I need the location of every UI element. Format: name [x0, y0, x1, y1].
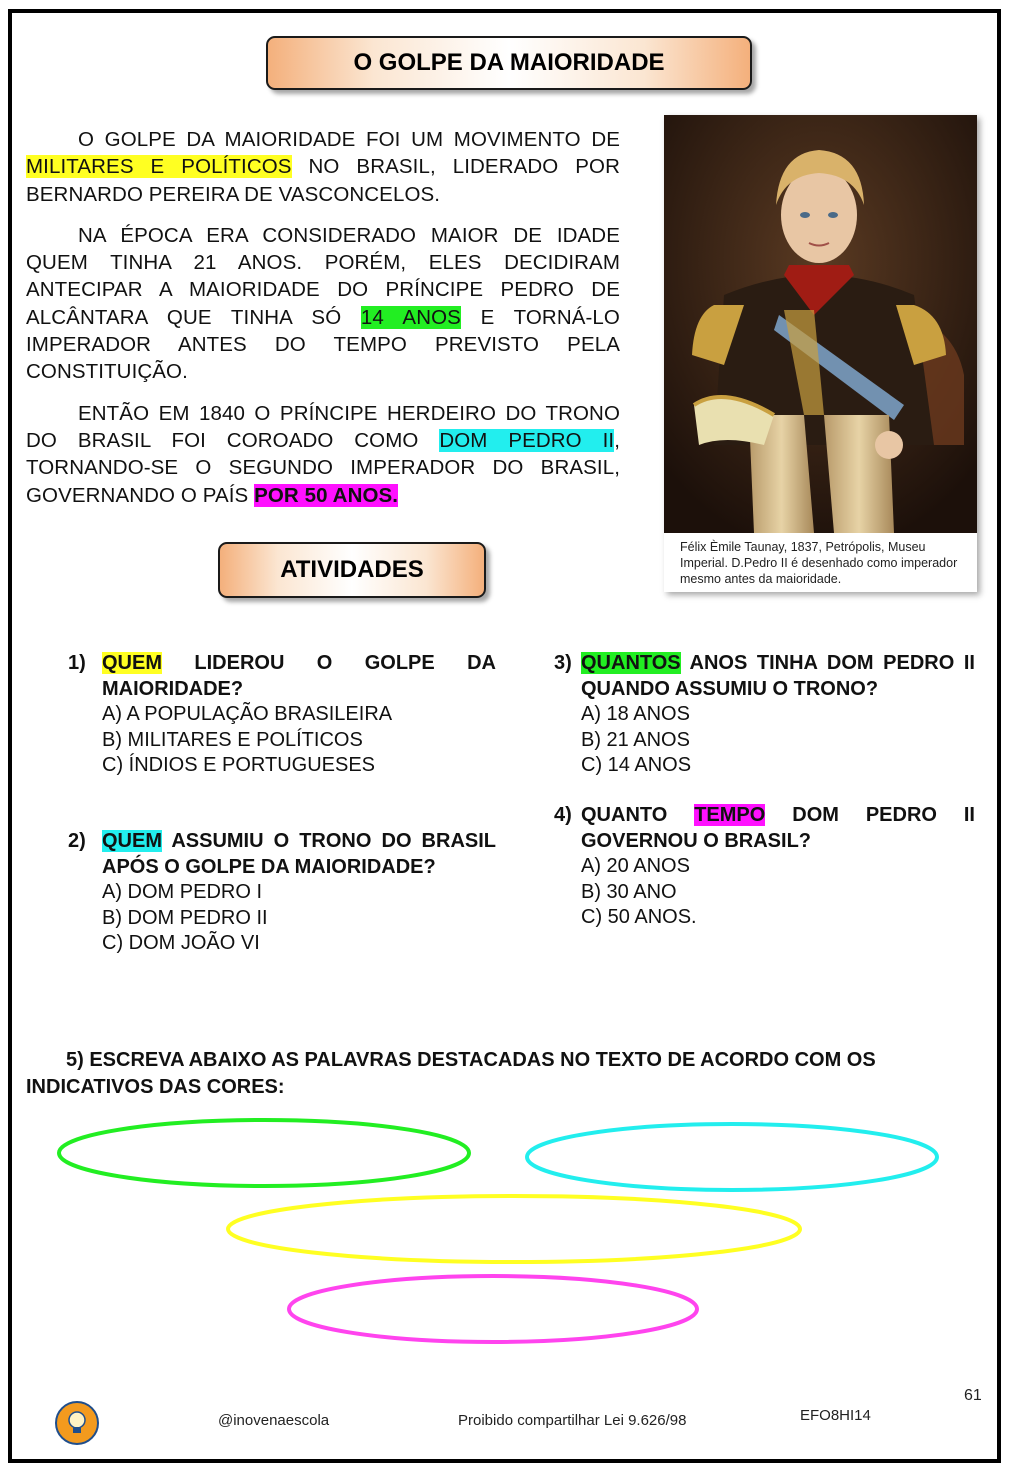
option-a[interactable]: A) 18 ANOS: [581, 703, 690, 725]
stem-text: ANOS TINHA DOM PEDRO II QUANDO ASSUMIU O TRONO?: [581, 652, 975, 700]
highlight-yellow: MILITARES E POLÍTICOS: [26, 155, 292, 179]
text-span: NA ÉPOCA ERA CONSIDERADO MAIOR DE IDADE QUEM TINHA 21 ANOS. PORÉM, ELES DECIDIRAM ANTECIPAR A MAIORIDADE DO PRÍNCIPE PEDRO DE ALCÂNTARA QUE TINHA SÓ: [26, 223, 620, 329]
brand-logo: [55, 1401, 99, 1445]
option-c[interactable]: C) 14 ANOS: [581, 754, 692, 776]
option-b[interactable]: B) 21 ANOS: [581, 728, 690, 751]
option-a[interactable]: A) DOM PEDRO I: [102, 881, 263, 903]
option-c[interactable]: C) 50 ANOS.: [581, 906, 697, 928]
option-b[interactable]: B) DOM PEDRO II: [102, 906, 268, 929]
activities-title: ATIVIDADES: [218, 542, 486, 598]
highlight-yellow: QUEM: [102, 652, 162, 674]
question-body: [581, 651, 975, 779]
question-3: [554, 651, 975, 781]
portrait-figure: [664, 115, 977, 592]
question-number: 1): [68, 652, 86, 674]
option-a[interactable]: A) A POPULAÇÃO BRASILEIRA: [102, 703, 393, 725]
highlight-cyan: DOM PEDRO II: [439, 428, 615, 452]
question-number: 4): [554, 804, 572, 826]
text-span: O GOLPE DA MAIORIDADE FOI UM MOVIMENTO DE: [78, 128, 620, 151]
footer-handle: @inovenaescola: [218, 1412, 330, 1429]
reading-text: [26, 126, 620, 509]
question-stem: [102, 829, 496, 880]
option-c[interactable]: C) ÍNDIOS E PORTUGUESES: [102, 754, 376, 776]
highlight-magenta: TEMPO: [694, 804, 766, 826]
text-span: ENTÃO EM 1840 O PRÍNCIPE HERDEIRO DO TRONO DO BRASIL FOI COROADO COMO: [26, 401, 620, 452]
question-stem: [102, 651, 496, 702]
portrait-painting: [664, 115, 977, 533]
option-b[interactable]: B) 30 ANO: [581, 880, 677, 903]
footer-code: EFO8HI14: [800, 1407, 871, 1424]
question-2: [68, 829, 496, 989]
question-stem: [581, 803, 975, 854]
image-caption: Félix Èmile Taunay, 1837, Petrópolis, Museu Imperial. D.Pedro II é desenhado como imperador mesmo antes da maioridade.: [680, 540, 958, 586]
question-4: [554, 803, 975, 933]
question-1: [68, 651, 496, 781]
stem-text: ASSUMIU O TRONO DO BRASIL APÓS O GOLPE DA MAIORIDADE?: [102, 830, 496, 878]
highlight-green: QUANTOS: [581, 652, 681, 674]
stem-text: DOM PEDRO II GOVERNOU O BRASIL?: [581, 804, 975, 852]
paragraph-2: [26, 222, 620, 386]
page-number: 61: [964, 1387, 982, 1404]
question-number: 2): [68, 830, 86, 852]
lightbulb-icon: [62, 1408, 92, 1438]
option-b[interactable]: B) MILITARES E POLÍTICOS: [102, 728, 363, 751]
question-number: 3): [554, 652, 572, 674]
stem-text: QUANTO: [581, 804, 695, 826]
highlight-green: 14 ANOS: [360, 305, 461, 329]
stem-text: LIDEROU O GOLPE DA MAIORIDADE?: [102, 652, 496, 700]
text-span: , TORNANDO-SE O SEGUNDO IMPERADOR DO BRASIL, GOVERNANDO O PAÍS: [26, 428, 620, 507]
footer-notice: Proibido compartilhar Lei 9.626/98: [458, 1412, 687, 1429]
question-body: [102, 651, 496, 779]
option-a[interactable]: A) 20 ANOS: [581, 855, 690, 877]
highlight-magenta: POR 50 ANOS.: [254, 483, 399, 507]
question-body: [102, 829, 496, 957]
text-span: NO BRASIL, LIDERADO POR BERNARDO PEREIRA DE VASCONCELOS.: [26, 155, 621, 206]
question-stem: [581, 651, 975, 702]
highlight-cyan: QUEM: [102, 830, 162, 852]
option-c[interactable]: C) DOM JOÃO VI: [102, 932, 260, 954]
question-body: [581, 803, 975, 931]
paragraph-3: [26, 400, 620, 509]
page-title: O GOLPE DA MAIORIDADE: [266, 36, 752, 90]
paragraph-1: [26, 126, 620, 208]
text-span: E TORNÁ-LO IMPERADOR ANTES DO TEMPO PREVISTO PELA CONSTITUIÇÃO.: [26, 305, 620, 384]
question-5: 5) ESCREVA ABAIXO AS PALAVRAS DESTACADAS NO TEXTO DE ACORDO COM OS INDICATIVOS DAS CORES:: [26, 1049, 876, 1098]
